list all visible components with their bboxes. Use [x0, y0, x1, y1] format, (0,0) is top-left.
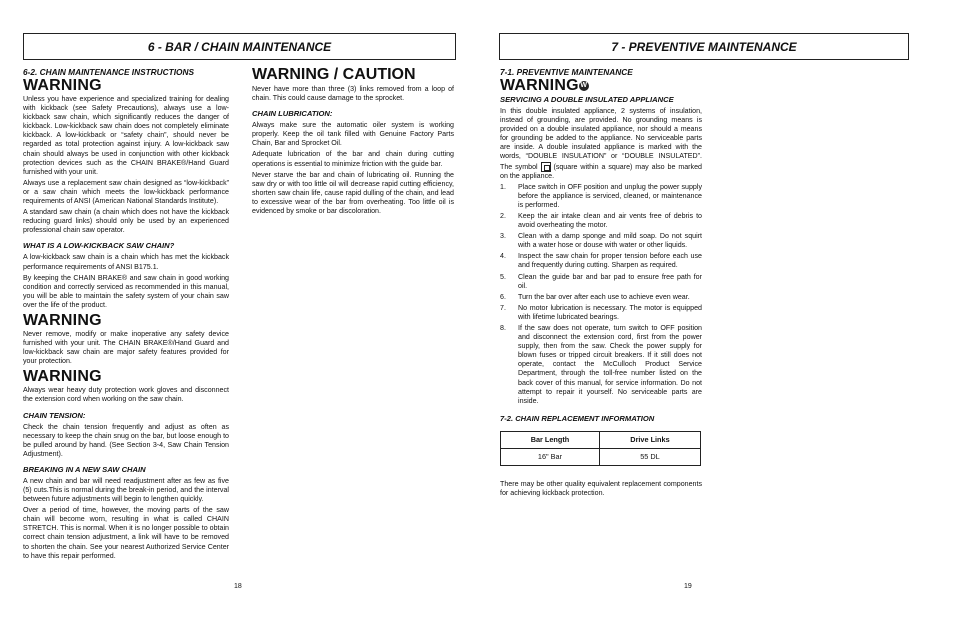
step-number: 2. — [500, 211, 506, 220]
subheading-double-insulated: SERVICING A DOUBLE INSULATED APPLIANCE — [500, 95, 674, 104]
table-header-cell: Drive Links — [599, 431, 700, 448]
paragraph-double-insulation: In this double insulated appliance, 2 systems of insulation, instead of grounding, are provided. No grounding means is provided on a double insulated appliance, nor should a means for grounding be added to the appliance. No serviceable parts are inside. A double insulated appliance is marked with the words, “DOUBLE INSULATION” or “DOUBLE INSULATED”. The symbol (square within a square) may also be marked on the appliance. — [500, 107, 702, 180]
page-number: 18 — [234, 583, 242, 590]
table-cell: 55 DL — [599, 448, 700, 465]
section-heading-6-2: 6-2. CHAIN MAINTENANCE INSTRUCTIONS — [23, 67, 195, 77]
double-insulation-square-icon — [541, 162, 551, 172]
list-item — [500, 324, 702, 406]
maintenance-steps-list — [500, 183, 702, 406]
step-text: No motor lubrication is necessary. The motor is equipped with lifetime lubricated bearings. — [518, 303, 702, 321]
paragraph: A standard saw chain (a chain which does not have the kickback reducing guard links) should only be used by an experienced professional chain saw operator. — [23, 208, 229, 235]
paragraph: By keeping the CHAIN BRAKE® and saw chain in good working condition and correctly serviced as recommended in this manual, you will be able to maintain the safety system of your chain saw over the life of the product. — [23, 273, 229, 309]
warning-heading — [500, 77, 702, 94]
step-text: If the saw does not operate, turn switch to OFF position and disconnect the extension cord, first from the power supply, then from the saw. Check the power supply for blown fuses or tripped circuit breakers. If it still does not operate, contact the McCulloch Product Service Department, through the toll-free number listed on the back cover of this manual, for service information. Do not attempt to repair it yourself. No serviceable parts are inside. — [518, 323, 702, 405]
subheading-breaking-in: BREAKING IN A NEW SAW CHAIN — [23, 464, 146, 474]
subheading-low-kickback: WHAT IS A LOW-KICKBACK SAW CHAIN? — [23, 241, 175, 251]
paragraph: Always use a replacement saw chain designed as “low-kickback” or a saw chain which meets the low-kickback performance requirements of ANSI (American National Standards Institute). — [23, 178, 229, 206]
step-number: 1. — [500, 182, 506, 191]
warning-caution-heading: WARNING / CAUTION — [252, 66, 416, 83]
warning-heading: WARNING — [23, 77, 102, 94]
list-item — [500, 304, 702, 322]
step-text: Turn the bar over after each use to achieve even wear. — [518, 292, 690, 301]
list-item — [500, 232, 702, 250]
table-header-row — [501, 431, 701, 448]
warning-text: WARNING — [500, 77, 579, 94]
paragraph: Always wear heavy duty protection work gloves and disconnect the extension cord when working on the saw chain. — [23, 386, 229, 404]
warning-heading: WARNING — [23, 311, 102, 329]
list-item — [500, 183, 702, 210]
step-number: 3. — [500, 232, 506, 241]
left-column-2 — [252, 66, 454, 218]
step-number: 6. — [500, 292, 506, 301]
step-text: Keep the air intake clean and air vents free of debris to avoid overheating the motor. — [518, 211, 702, 230]
paragraph: Never remove, modify or make inoperative any safety device furnished with your unit. The CHAIN BRAKE®/Hand Guard and low-kickback saw chain are major safety features provided for your protection. — [23, 329, 229, 366]
paragraph: Over a period of time, however, the moving parts of the saw chain will become worn, resulting in what is called CHAIN STRETCH. This is normal. When it is no longer possible to obtain correct chain tension adjustment, a link will have to be removed to shorten the chain. See your nearest Authorized Service Center to have this repair performed. — [23, 506, 229, 560]
paragraph: A low-kickback saw chain is a chain which has met the kickback performance requirements of ANSI B175.1. — [23, 253, 229, 271]
step-number: 8. — [500, 323, 506, 332]
step-number: 5. — [500, 272, 506, 281]
caution-symbol-icon: W — [580, 81, 588, 89]
paragraph: Unless you have experience and specialized training for dealing with kickback (see Safety Precautions), always use a low-kickback saw chain, which significantly reduces the danger of kickback. Low-kickback saw chain does not completely eliminate kickback. A low-kickback or “safety chain”, should never be regarded as total protection against injury. A low-kickback saw chain should always be used in conjunction with other kickback protection devices such as the CHAIN BRAKE®/Hand Guard furnished with your unit. — [23, 95, 229, 176]
step-text: Clean with a damp sponge and mild soap. Do not squirt with a water hose or douse with water or other liquids. — [518, 232, 702, 250]
step-number: 4. — [500, 252, 506, 261]
step-text: Clean the guide bar and bar pad to ensure free path for oil. — [518, 272, 702, 290]
paragraph: Never starve the bar and chain of lubricating oil. Running the saw dry or with too little oil will decrease rapid cutting efficiency, shorten saw chain life, cause rapid dulling of the chain, and lead to excessive wear of the bar from overheating. Too little oil is evidenced by smoke or bar discoloration. — [252, 170, 454, 216]
step-text: Inspect the saw chain for proper tension before each use and frequently during cutting. Sharpen as required. — [518, 252, 702, 270]
subheading-chain-lubrication: CHAIN LUBRICATION: — [252, 109, 333, 119]
chain-replacement-table — [500, 431, 701, 466]
left-column-1 — [23, 67, 229, 563]
subheading-chain-tension: CHAIN TENSION: — [23, 410, 86, 420]
paragraph: There may be other quality equivalent replacement components for achieving kickback protection. — [500, 479, 702, 497]
table-header-cell: Bar Length — [501, 431, 600, 448]
paragraph: Adequate lubrication of the bar and chain during cutting operations is essential to minimize friction with the guide bar. — [252, 150, 454, 168]
table-row — [501, 448, 701, 465]
step-text: Place switch in OFF position and unplug the power supply before the appliance is serviced, cleaned, or maintenance is performed. — [518, 182, 702, 209]
right-page — [477, 0, 954, 618]
page-number: 19 — [684, 583, 692, 590]
paragraph: Never have more than three (3) links removed from a loop of chain. This could cause damage to the sprocket. — [252, 85, 454, 103]
paragraph: Always make sure the automatic oiler system is working properly. Keep the oil tank filled with Genuine Factory Parts Chain, Bar and Sprocket Oil. — [252, 121, 454, 148]
list-item — [500, 273, 702, 291]
section-heading-7-1: 7-1. PREVENTIVE MAINTENANCE — [500, 67, 633, 77]
paragraph: Check the chain tension frequently and adjust as often as necessary to keep the chain snug on the bar, but loose enough to be pulled around by hand. (See Section 3-4, Saw Chain Tension Adjustment). — [23, 422, 229, 458]
list-item — [500, 212, 702, 230]
section-header-preventive-maintenance: 7 - PREVENTIVE MAINTENANCE — [499, 33, 909, 60]
section-header-bar-chain: 6 - BAR / CHAIN MAINTENANCE — [23, 33, 456, 60]
paragraph: A new chain and bar will need readjustment after as few as five (5) cuts.This is normal during the break-in period, and the interval between future adjustments will begin to lengthen quickly. — [23, 476, 229, 504]
subheading-chain-replacement: 7-2. CHAIN REPLACEMENT INFORMATION — [500, 413, 655, 423]
right-column — [500, 67, 702, 500]
warning-heading: WARNING — [23, 368, 102, 386]
list-item — [500, 252, 702, 270]
table-cell: 16" Bar — [501, 448, 600, 465]
step-number: 7. — [500, 303, 506, 312]
list-item — [500, 293, 702, 302]
